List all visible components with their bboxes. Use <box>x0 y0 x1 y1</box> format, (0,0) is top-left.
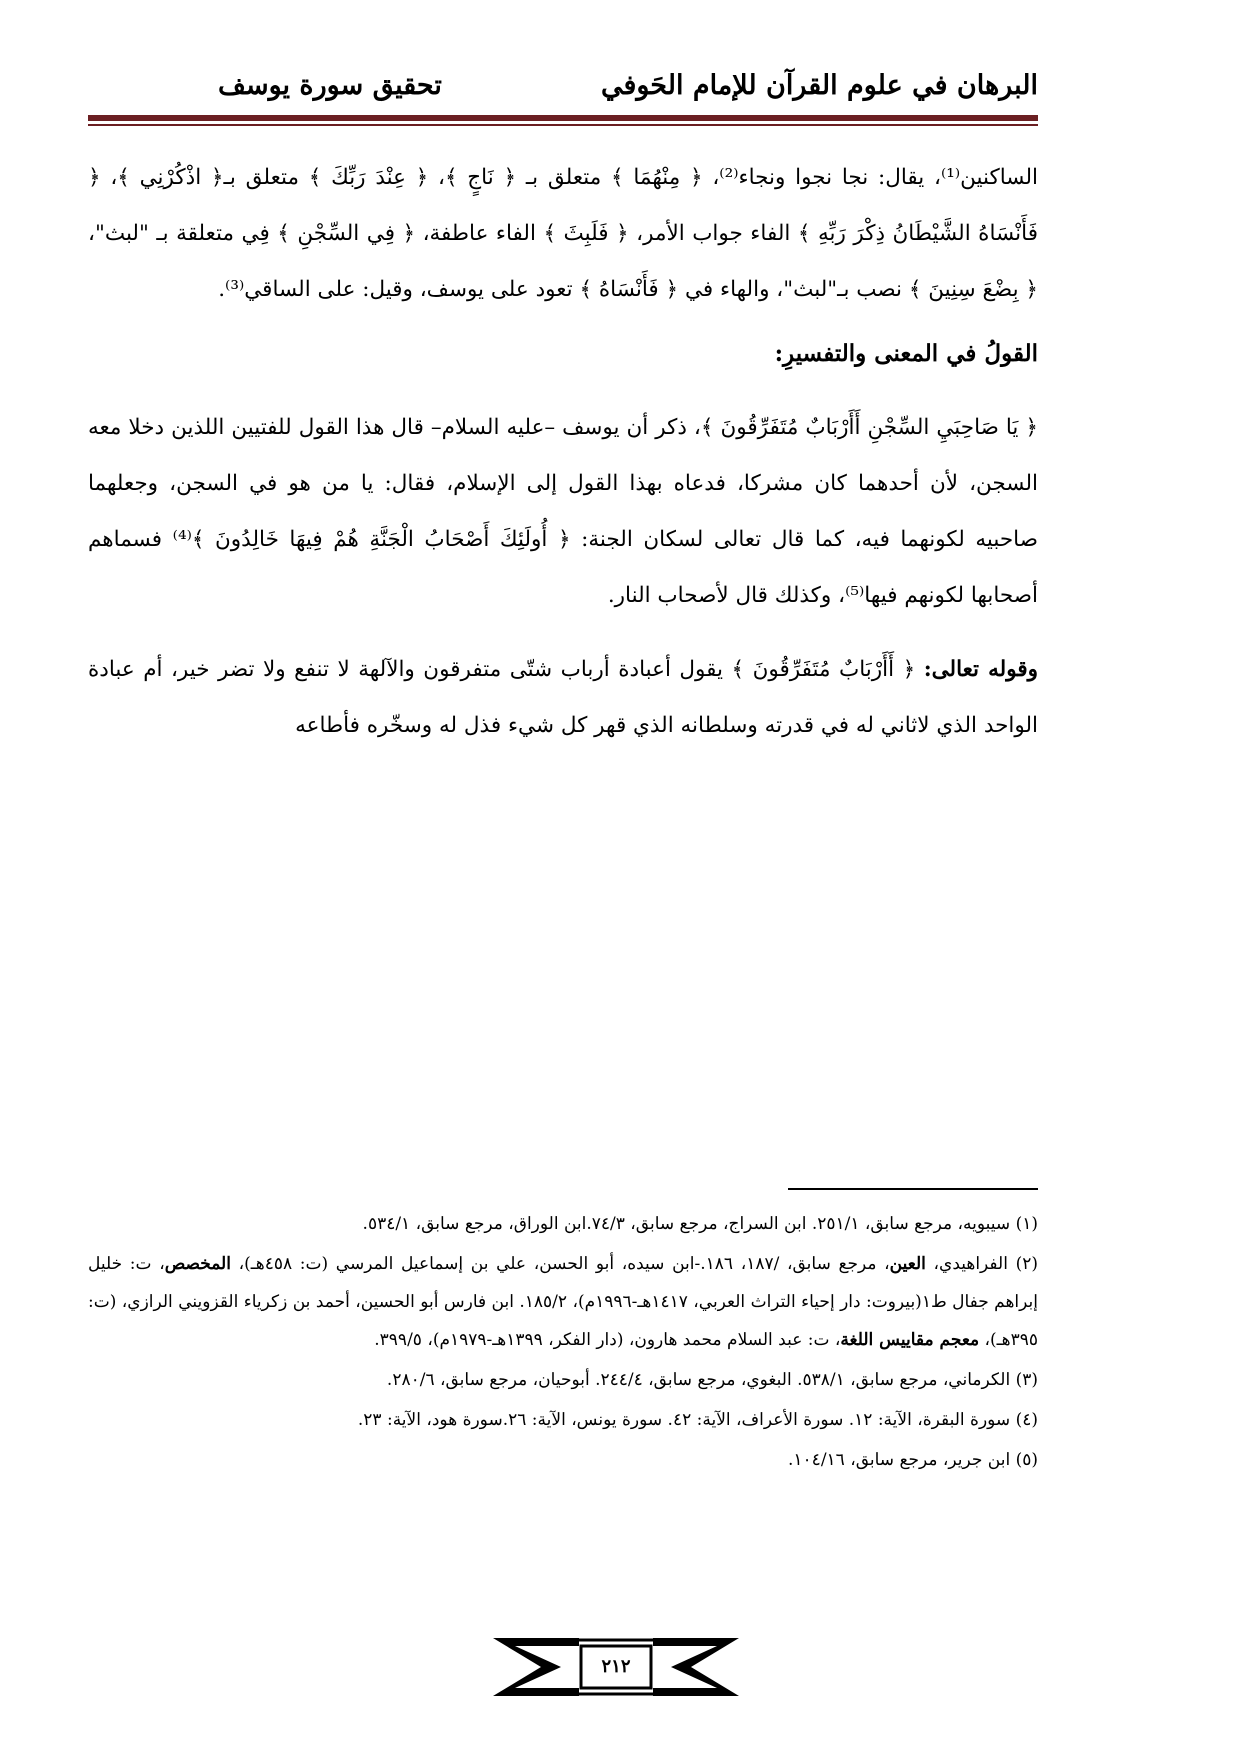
paragraph-1: الساكنين⁽¹⁾، يقال: نجا نجوا ونجاء⁽²⁾، ﴿ مِنْهُمَا ﴾ متعلق بـ ﴿ نَاجٍ ﴾، ﴿ عِنْدَ رَبِّكَ ﴾ متعلق بـ﴿ اذْكُرْنِي ﴾، ﴿ فَأَنْسَاهُ الشَّيْطَانُ ذِكْرَ رَبِّهِ ﴾ الفاء جواب الأمر، ﴿ فَلَبِثَ ﴾ الفاء عاطفة، ﴿ فِي السِّجْنِ ﴾ فِي متعلقة بـ "لبث"، ﴿ بِضْعَ سِنِينَ ﴾ نصب بـ"لبث"، والهاء في ﴿ فَأَنْسَاهُ ﴾ تعود على يوسف، وقيل: على الساقي⁽³⁾. <box>88 165 1038 302</box>
footnotes <box>88 1205 1038 1481</box>
footnote-1: (١) سيبويه، مرجع سابق، ٢٥١/١. ابن السراج، مرجع سابق، ٧٤/٣.ابن الوراق، مرجع سابق، ٥٣٤/١. <box>362 1214 1038 1234</box>
footnote-2-part: (٢) الفراهيدي، <box>925 1254 1039 1274</box>
footnote-2-part: ، ت: خليل إبراهم جفال ط١(بيروت: دار إحياء التراث العربي، ١٤١٧هـ-١٩٩٦م)، ١٨٥/٢. ابن فارس أبو الحسين، أحمد بن زكرياء القزويني الرازي، (ت: ٣٩٥هـ)، <box>88 1254 1038 1350</box>
footnote-4: (٤) سورة البقرة، الآية: ١٢. سورة الأعراف، الآية: ٤٢. سورة يونس، الآية: ٢٦.سورة هود، الآية: ٢٣. <box>357 1410 1038 1430</box>
footnote-2-bold-title: المخصص <box>164 1254 231 1274</box>
footnote-2-bold-title: معجم مقاييس اللغة <box>840 1330 980 1350</box>
header-rule-thick <box>88 115 1038 121</box>
page-number: ٢١٢ <box>601 1656 631 1677</box>
footnote-2-part: ، مرجع سابق، /١٨٧، ١٨٦.-ابن سيده، أبو الحسن، علي بن إسماعيل المرسي (ت: ٤٥٨هـ)، <box>230 1254 890 1274</box>
paragraph-3-text: ﴿ أَأَرْبَابٌ مُتَفَرِّقُونَ ﴾ يقول أعبادة أرباب شتّى متفرقون والآلهة لا تنفع ولا تضر خير، أم عبادة الواحد الذي لاثاني له في قدرته وسلطانه الذي قهر كل شيء فذل له وسخّره فأطاعه <box>88 657 1038 738</box>
book-title: البرهان في علوم القرآن للإمام الحَوفي <box>600 70 1038 101</box>
footnote-2-part: ، ت: عبد السلام محمد هارون، (دار الفكر، ١٣٩٩هـ-١٩٧٩م)، ٣٩٩/٥. <box>374 1330 841 1350</box>
page-header <box>88 70 1038 112</box>
footnote-2-bold-title: العين <box>889 1254 926 1274</box>
footnote-5: (٥) ابن جرير، مرجع سابق، ١٠٤/١٦. <box>788 1450 1038 1470</box>
main-text <box>88 150 1038 754</box>
footnote-3: (٣) الكرماني، مرجع سابق، ٥٣٨/١. البغوي، مرجع سابق، ٢٤٤/٤. أبوحيان، مرجع سابق، ٢٨٠/٦. <box>386 1370 1038 1390</box>
paragraph-3-lead: وقوله تعالى: <box>923 657 1038 682</box>
section-title: تحقيق سورة يوسف <box>218 70 442 101</box>
header-rule-thin <box>88 124 1038 126</box>
section-heading: القولُ في المعنى والتفسيرِ: <box>774 340 1038 367</box>
paragraph-3 <box>88 642 1038 754</box>
footnote-separator <box>788 1188 1038 1190</box>
paragraph-2: ﴿ يَا صَاحِبَيِ السِّجْنِ أَأَرْبَابٌ مُتَفَرِّقُونَ ﴾، ذكر أن يوسف –عليه السلام– قال هذا القول للفتيين اللذين دخلا معه السجن، لأن أحدهما كان مشركا، فدعاه بهذا القول إلى الإسلام، فقال: يا من هو في السجن، وجعلهما صاحبيه لكونهما فيه، كما قال تعالى لسكان الجنة: ﴿ أُولَئِكَ أَصْحَابُ الْجَنَّةِ هُمْ فِيهَا خَالِدُونَ ﴾⁽⁴⁾ فسماهم أصحابها لكونهم فيها⁽⁵⁾، وكذلك قال لأصحاب النار. <box>88 415 1038 608</box>
footnote-2 <box>88 1245 1038 1359</box>
